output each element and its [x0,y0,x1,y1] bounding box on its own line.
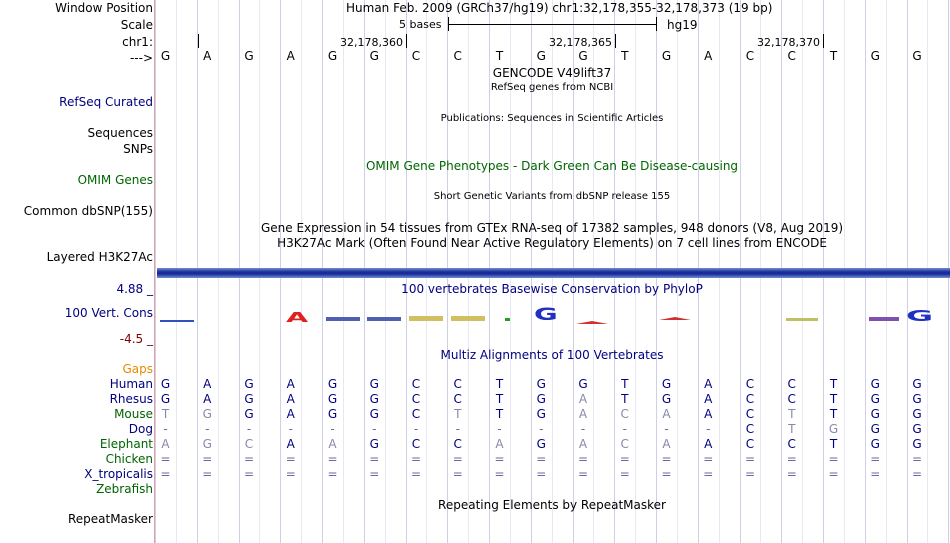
alignment-base: - [664,422,669,436]
base-letter: A [286,49,295,63]
alignment-base: C [620,437,629,451]
scale-bar-left-tick [448,17,449,31]
alignment-base: A [704,437,713,451]
alignment-base: = [577,452,589,466]
alignment-base: = [494,452,505,466]
alignment-base: = [911,452,923,466]
alignment-base: T [829,377,838,391]
alignment-base: G [536,407,546,421]
alignment-base: C [411,407,421,421]
alignment-base: = [285,452,296,466]
alignment-base: = [243,467,255,481]
alignment-base: G [327,377,338,391]
alignment-base: C [787,437,796,451]
base-letter: C [453,49,462,63]
base-letter: G [661,49,672,63]
alignment-base: = [160,467,171,481]
alignment-base: G [578,377,588,391]
alignment-base: = [786,467,797,481]
alignment-base: - [455,422,460,436]
alignment-base: A [662,407,671,421]
base-letter: A [203,49,212,63]
base-letter: T [495,49,504,63]
gencode-track-title[interactable]: GENCODE V49lift37 [492,66,612,80]
alignment-base: - [288,422,293,436]
species-label-elephant[interactable]: Elephant [99,437,153,451]
alignment-base: G [369,407,379,421]
alignment-base: A [203,392,212,406]
alignment-base: G [870,392,880,406]
conservation-mark [505,318,510,321]
alignment-base: A [704,377,713,391]
alignment-base: = [870,452,881,466]
alignment-base: T [454,407,462,421]
conservation-mark [160,320,194,322]
conservation-mark [451,316,485,321]
species-label-zebrafish[interactable]: Zebrafish [96,482,153,496]
phylop-track-title: 100 vertebrates Basewise Conservation by PhyloP [401,282,703,296]
species-label-x_tropicalis[interactable]: X_tropicalis [84,467,153,481]
conservation-mark [786,318,818,321]
alignment-base: G [870,437,880,451]
publications-track-title: Publications: Sequences in Scientific Articles [440,113,664,124]
alignment-base: T [621,392,629,406]
alignment-base: G [327,392,338,406]
scale-value: 5 bases [399,18,442,31]
alignment-base: - [372,422,377,436]
alignment-base: C [745,437,755,451]
base-letter: G [578,49,588,63]
alignment-base: = [828,452,839,466]
alignment-base: = [911,467,923,481]
assembly-label: hg19 [667,18,698,32]
window-position-label: Window Position [55,1,153,15]
species-label-human[interactable]: Human [109,377,153,391]
ruler-tick-label-2: 32,178,365 [549,36,612,49]
alignment-base: = [369,467,380,481]
alignment-base: G [536,377,546,391]
omim-track-label[interactable]: OMIM Genes [77,173,153,187]
alignment-base: = [202,467,213,481]
base-letter: C [745,49,755,63]
base-letter: G [536,49,546,63]
ruler-tick [823,34,824,48]
alignment-base: C [745,392,755,406]
phylop-min-label: -4.5 _ [119,332,153,346]
alignment-base: C [411,377,421,391]
alignment-base: A [161,437,170,451]
alignment-base: T [161,407,170,421]
alignment-base: - [413,422,419,436]
cons-track-label[interactable]: 100 Vert. Cons [64,306,153,320]
alignment-base: - [622,422,627,436]
alignment-base: G [244,407,254,421]
ruler-tick [615,34,616,48]
alignment-base: A [578,437,588,451]
dbsnp-track-label[interactable]: Common dbSNP(155) [23,204,153,218]
phylop-max-label: 4.88 _ [116,282,153,296]
alignment-base: C [787,392,796,406]
alignment-base: G [244,392,254,406]
alignment-base: A [704,392,713,406]
alignment-base: = [703,467,714,481]
alignment-base: T [621,377,629,391]
alignment-base: - [163,422,168,436]
h3k27-track-label[interactable]: Layered H3K27Ac [46,250,153,264]
alignment-base: C [745,377,755,391]
alignment-base: = [661,452,672,466]
alignment-base: - [706,422,711,436]
base-letter: A [704,49,713,63]
multiz-track-title: Multiz Alignments of 100 Vertebrates [440,348,664,362]
window-position-value[interactable]: Human Feb. 2009 (GRCh37/hg19) chr1:32,178,355-32,178,373 (19 bp) [346,1,773,15]
species-label-rhesus[interactable]: Rhesus [109,392,153,406]
alignment-base: G [244,377,254,391]
alignment-base: = [536,452,547,466]
alignment-base: C [745,407,755,421]
alignment-base: = [786,452,797,466]
alignment-base: G [369,377,379,391]
alignment-base: A [704,407,713,421]
conservation-mark [869,317,899,321]
alignment-base: C [787,377,796,391]
alignment-base: C [745,422,755,436]
alignment-base: C [453,392,462,406]
alignment-base: = [410,467,422,481]
base-letter: G [912,49,922,63]
alignment-base: = [327,452,338,466]
alignment-base: = [160,452,171,466]
alignment-base: C [411,437,421,451]
alignment-base: G [327,407,338,421]
alignment-base: = [494,467,505,481]
alignment-base: - [246,422,252,436]
base-letter: T [621,49,629,63]
conservation-mark [326,317,360,321]
alignment-base: T [495,392,504,406]
alignment-base: A [203,377,212,391]
alignment-base: = [285,467,296,481]
ruler-tick [406,34,407,48]
alignment-base: T [495,407,504,421]
alignment-base: C [244,437,254,451]
logo-letter: G [534,305,558,325]
alignment-base: - [580,422,586,436]
alignment-base: G [369,392,379,406]
logo-letter: G [906,307,934,325]
alignment-base: = [452,452,463,466]
base-letter: T [829,49,838,63]
alignment-base: G [661,377,672,391]
base-letter: G [160,49,171,63]
alignment-base: = [452,467,463,481]
alignment-base: G [536,437,546,451]
alignment-base: G [912,422,922,436]
base-letter: G [870,49,880,63]
repeatmasker-track-title: Repeating Elements by RepeatMasker [438,498,666,512]
alignment-base: = [243,452,255,466]
strand-label: ---> [129,51,153,65]
alignment-base: T [829,392,838,406]
scale-label: Scale [120,18,153,32]
alignment-base: G [912,437,922,451]
alignment-base: - [330,422,335,436]
logo-letter: A [286,311,309,326]
alignment-base: G [661,392,672,406]
alignment-base: A [286,437,295,451]
species-label-mouse[interactable]: Mouse [114,407,153,421]
alignment-base: = [619,452,630,466]
alignment-base: G [912,392,922,406]
alignment-base: A [495,437,504,451]
alignment-base: G [160,392,171,406]
alignment-base: C [411,392,421,406]
alignment-base: = [870,467,881,481]
alignment-base: G [870,377,880,391]
alignment-base: G [536,392,546,406]
alignment-base: = [369,452,380,466]
alignment-base: G [912,407,922,421]
alignment-base: G [369,437,379,451]
conservation-mark [367,317,401,321]
alignment-base: G [870,407,880,421]
h3k27ac-signal-bar[interactable] [157,268,950,278]
alignment-base: - [205,422,210,436]
ruler-tick [198,34,199,48]
h3k27-track-title: H3K27Ac Mark (Often Found Near Active Regulatory Elements) on 7 cell lines from ENCODE [277,236,827,250]
alignment-base: = [536,467,547,481]
alignment-base: = [410,452,422,466]
alignment-base: G [912,377,922,391]
alignment-base: = [327,467,338,481]
ruler-tick-label-3: 32,178,370 [757,36,820,49]
chrom-label: chr1: [122,35,153,49]
refseq-track-title: RefSeq genes from NCBI [490,82,614,93]
alignment-base: T [788,407,796,421]
alignment-base: = [577,467,589,481]
species-label-dog[interactable]: Dog [128,422,153,436]
alignment-base: A [286,377,295,391]
alignment-base: G [160,377,171,391]
refseq-track-label[interactable]: RefSeq Curated [59,95,153,109]
base-letter: G [244,49,254,63]
alignment-base: G [828,422,839,436]
alignment-base: C [453,437,462,451]
alignment-base: = [744,467,756,481]
alignment-base: T [829,437,838,451]
alignment-base: G [870,422,880,436]
alignment-base: A [662,437,671,451]
alignment-base: T [495,377,504,391]
alignment-base: A [328,437,337,451]
alignment-base: G [202,407,212,421]
base-letter: C [411,49,421,63]
species-label-chicken[interactable]: Chicken [105,452,153,466]
alignment-base: A [286,407,295,421]
sequences-track-label[interactable]: Sequences [87,126,153,140]
alignment-base: = [202,452,213,466]
snps-track-label[interactable]: SNPs [123,142,153,156]
alignment-base: C [620,407,629,421]
alignment-base: = [661,467,672,481]
alignment-base: = [828,467,839,481]
alignment-base: - [497,422,502,436]
alignment-base: - [539,422,544,436]
alignment-base: A [578,407,588,421]
alignment-base: = [703,452,714,466]
alignment-base: A [578,392,588,406]
gtex-track-title: Gene Expression in 54 tissues from GTEx RNA-seq of 17382 samples, 948 donors (V8, Aug 2019) [260,221,844,235]
base-letter: G [369,49,379,63]
dbsnp-track-title: Short Genetic Variants from dbSNP release 155 [433,191,671,202]
alignment-base: C [453,377,462,391]
conservation-mark [409,316,443,321]
alignment-base: T [788,422,796,436]
base-letter: C [787,49,796,63]
alignment-base: A [286,392,295,406]
ruler-tick-label-1: 32,178,360 [340,36,403,49]
alignment-base: G [202,437,212,451]
alignment-base: = [744,452,756,466]
alignment-base: = [619,467,630,481]
alignment-base: T [829,407,838,421]
gaps-label: Gaps [122,362,153,376]
repeatmasker-track-label[interactable]: RepeatMasker [67,512,153,526]
base-letter: G [327,49,338,63]
scale-bar-right-tick [656,17,657,31]
scale-bar [448,24,656,25]
omim-track-title: OMIM Gene Phenotypes - Dark Green Can Be Disease-causing [365,159,739,173]
